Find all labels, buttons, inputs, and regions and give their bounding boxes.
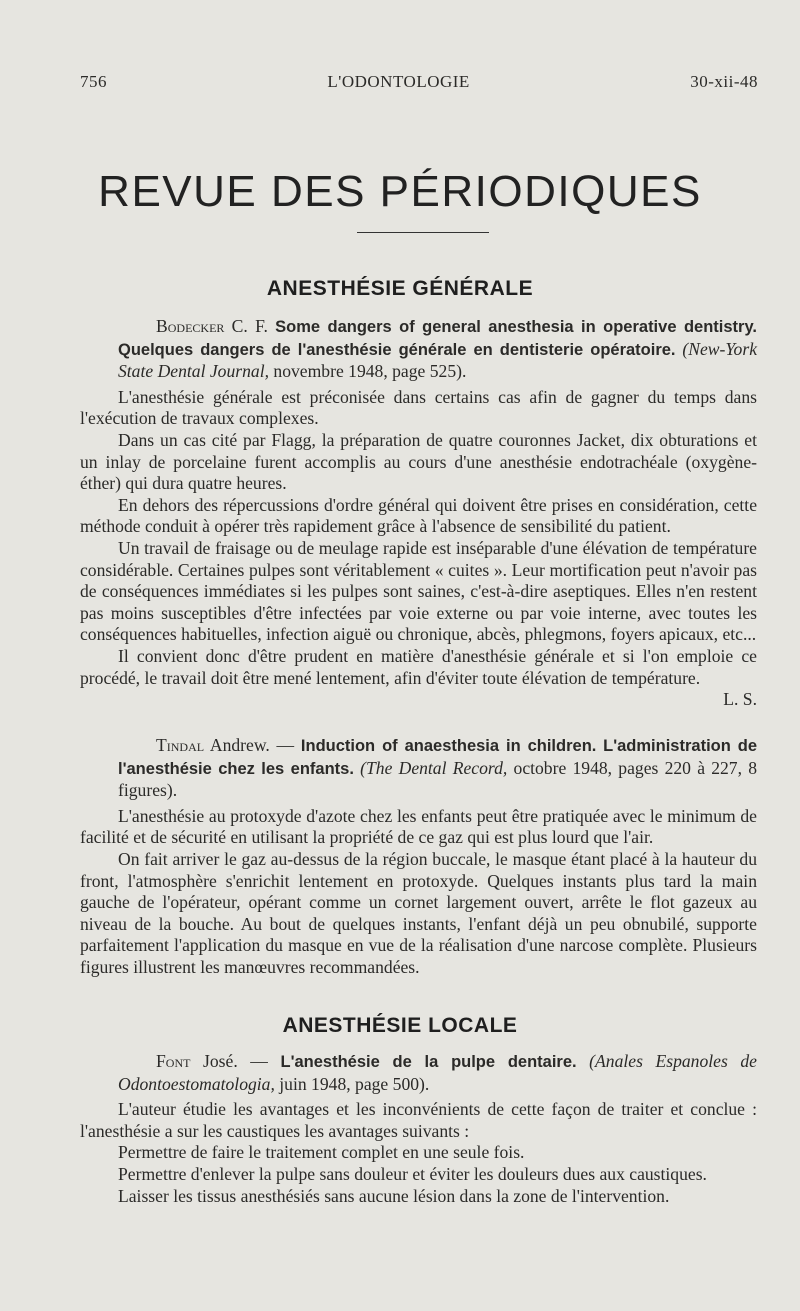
journal-name: L'ODONTOLOGIE bbox=[327, 72, 470, 91]
article-paragraph: Permettre de faire le traitement complet en une seule fois. bbox=[118, 1142, 525, 1163]
author-initials: José. — bbox=[203, 1051, 268, 1071]
author-initials: Andrew. bbox=[209, 735, 270, 755]
section-heading-general-anesthesia: ANESTHÉSIE GÉNÉRALE bbox=[266, 277, 534, 300]
article-paragraph: L'anesthésie générale est préconisée dans certains cas afin de gagner du temps dans l'exécution de travaux complexes. bbox=[80, 386, 757, 429]
section-heading-local-anesthesia: ANESTHÉSIE LOCALE bbox=[282, 1014, 518, 1037]
article-title-en: Some dangers of general anesthesia in operative dentistry. bbox=[275, 318, 757, 336]
article-title: L'anesthésie de la pulpe dentaire. bbox=[280, 1053, 577, 1071]
article-paragraph: Laisser les tissus anesthésiés sans aucune lésion dans la zone de l'intervention. bbox=[118, 1185, 670, 1206]
issue-date: 30-xii-48 bbox=[690, 72, 758, 91]
article-author: Bodecker bbox=[156, 316, 225, 336]
article-citation bbox=[80, 316, 757, 383]
article-paragraph: Permettre d'enlever la pulpe sans douleur et éviter les douleurs dues aux caustiques. bbox=[118, 1163, 707, 1184]
article-author: Font bbox=[156, 1051, 191, 1071]
article-tindal bbox=[80, 735, 757, 979]
article-citation bbox=[80, 1051, 757, 1095]
article-source: (Anales Espanoles de Odontoestomatologia, bbox=[118, 1051, 757, 1094]
article-bodecker bbox=[80, 316, 757, 711]
page-title: REVUE DES PÉRIODIQUES bbox=[98, 167, 702, 216]
article-paragraph: On fait arriver le gaz au-dessus de la région buccale, le masque étant placé à la hauteur du front, l'atmosphère s'enrichit lentement en protoxyde. Quelques instants plus tard la main gauche de l'opérateur, opérant comme un cornet largement ouvert, arrête le flot gazeux au niveau de la bouche. Au bout de quelques instants, l'enfant déjà un peu obnubilé, supporte parfaitement l'application du masque en vue de la réalisation d'une narcose complète. Plusieurs figures illustrent les manœuvres recommandées. bbox=[80, 848, 757, 977]
article-citation: Tindal Andrew. — Induction of anaesthesia in children. L'administration de l'anesthésie chez les enfants. (The Dental Record, octobre 1948, pages 220 à 227, 8 figures). bbox=[118, 735, 758, 801]
article-source: (The Dental Record, bbox=[360, 757, 508, 778]
article-paragraph: Un travail de fraisage ou de meulage rapide est inséparable d'une élévation de température considérable. Certaines pulpes sont véritablement « cuites ». Leur mortification peut n'avoir pas de conséquences immédiates si les pulpes sont saines, c'est-à-dire aseptiques. Elles n'en restent pas moins susceptibles d'être infectées par voie externe ou par voie interne, avec toutes les conséquences habituelles, infection aiguë ou chronique, abcès, phlegmons, foyers apicaux, etc... bbox=[80, 537, 757, 645]
article-title-en: Induction of anaesthesia in children. bbox=[300, 737, 597, 755]
article-paragraph: L'auteur étudie les avantages et les inconvénients de cette façon de traiter et conclue : l'anesthésie a sur les caustiques les avantages suivants : bbox=[80, 1099, 757, 1141]
title-divider bbox=[357, 232, 489, 233]
article-title-fr: L'administration de l'anesthésie chez les enfants. bbox=[118, 737, 757, 778]
author-initials: C. F. bbox=[231, 316, 268, 336]
article-paragraph: L'anesthésie au protoxyde d'azote chez les enfants peut être pratiquée avec le minimum de facilité et de sécurité en utilisant la propriété de ce gaz qui est plus lourd que l'air. bbox=[80, 805, 757, 848]
running-header bbox=[80, 72, 758, 92]
article-title-fr: Quelques dangers de l'anesthésie générale en dentisterie opératoire. bbox=[118, 340, 676, 359]
article-paragraph-text: Il convient donc d'être prudent en matière d'anesthésie générale et si l'on emploie ce procédé, le travail doit être mené lentement, afin d'éviter toute élévation de température. bbox=[80, 645, 757, 688]
article-author: Tindal bbox=[156, 735, 205, 755]
article-paragraph: Dans un cas cité par Flagg, la préparation de quatre couronnes Jacket, dix obturations et un inlay de porcelaine furent accomplis au cours d'une anesthésie endotrachéale (oxygène-éther) qui dura quatre heures. bbox=[80, 429, 757, 494]
article-font bbox=[80, 1051, 757, 1207]
article-source-detail: octobre 1948, pages 220 à 227, 8 figures). bbox=[118, 757, 758, 801]
signature: L. S. bbox=[723, 689, 757, 710]
article-source-detail: novembre 1948, page 525). bbox=[273, 361, 467, 382]
article-paragraph-last bbox=[80, 645, 757, 710]
article-source-detail: juin 1948, page 500). bbox=[279, 1073, 430, 1094]
page-number: 756 bbox=[80, 72, 107, 91]
article-paragraph: En dehors des répercussions d'ordre général qui doivent être prises en considération, cette méthode conduit à opérer très rapidement grâce à l'absence de sensibilité du patient. bbox=[80, 494, 757, 537]
article-source: (New-York State Dental Journal, bbox=[118, 338, 758, 382]
